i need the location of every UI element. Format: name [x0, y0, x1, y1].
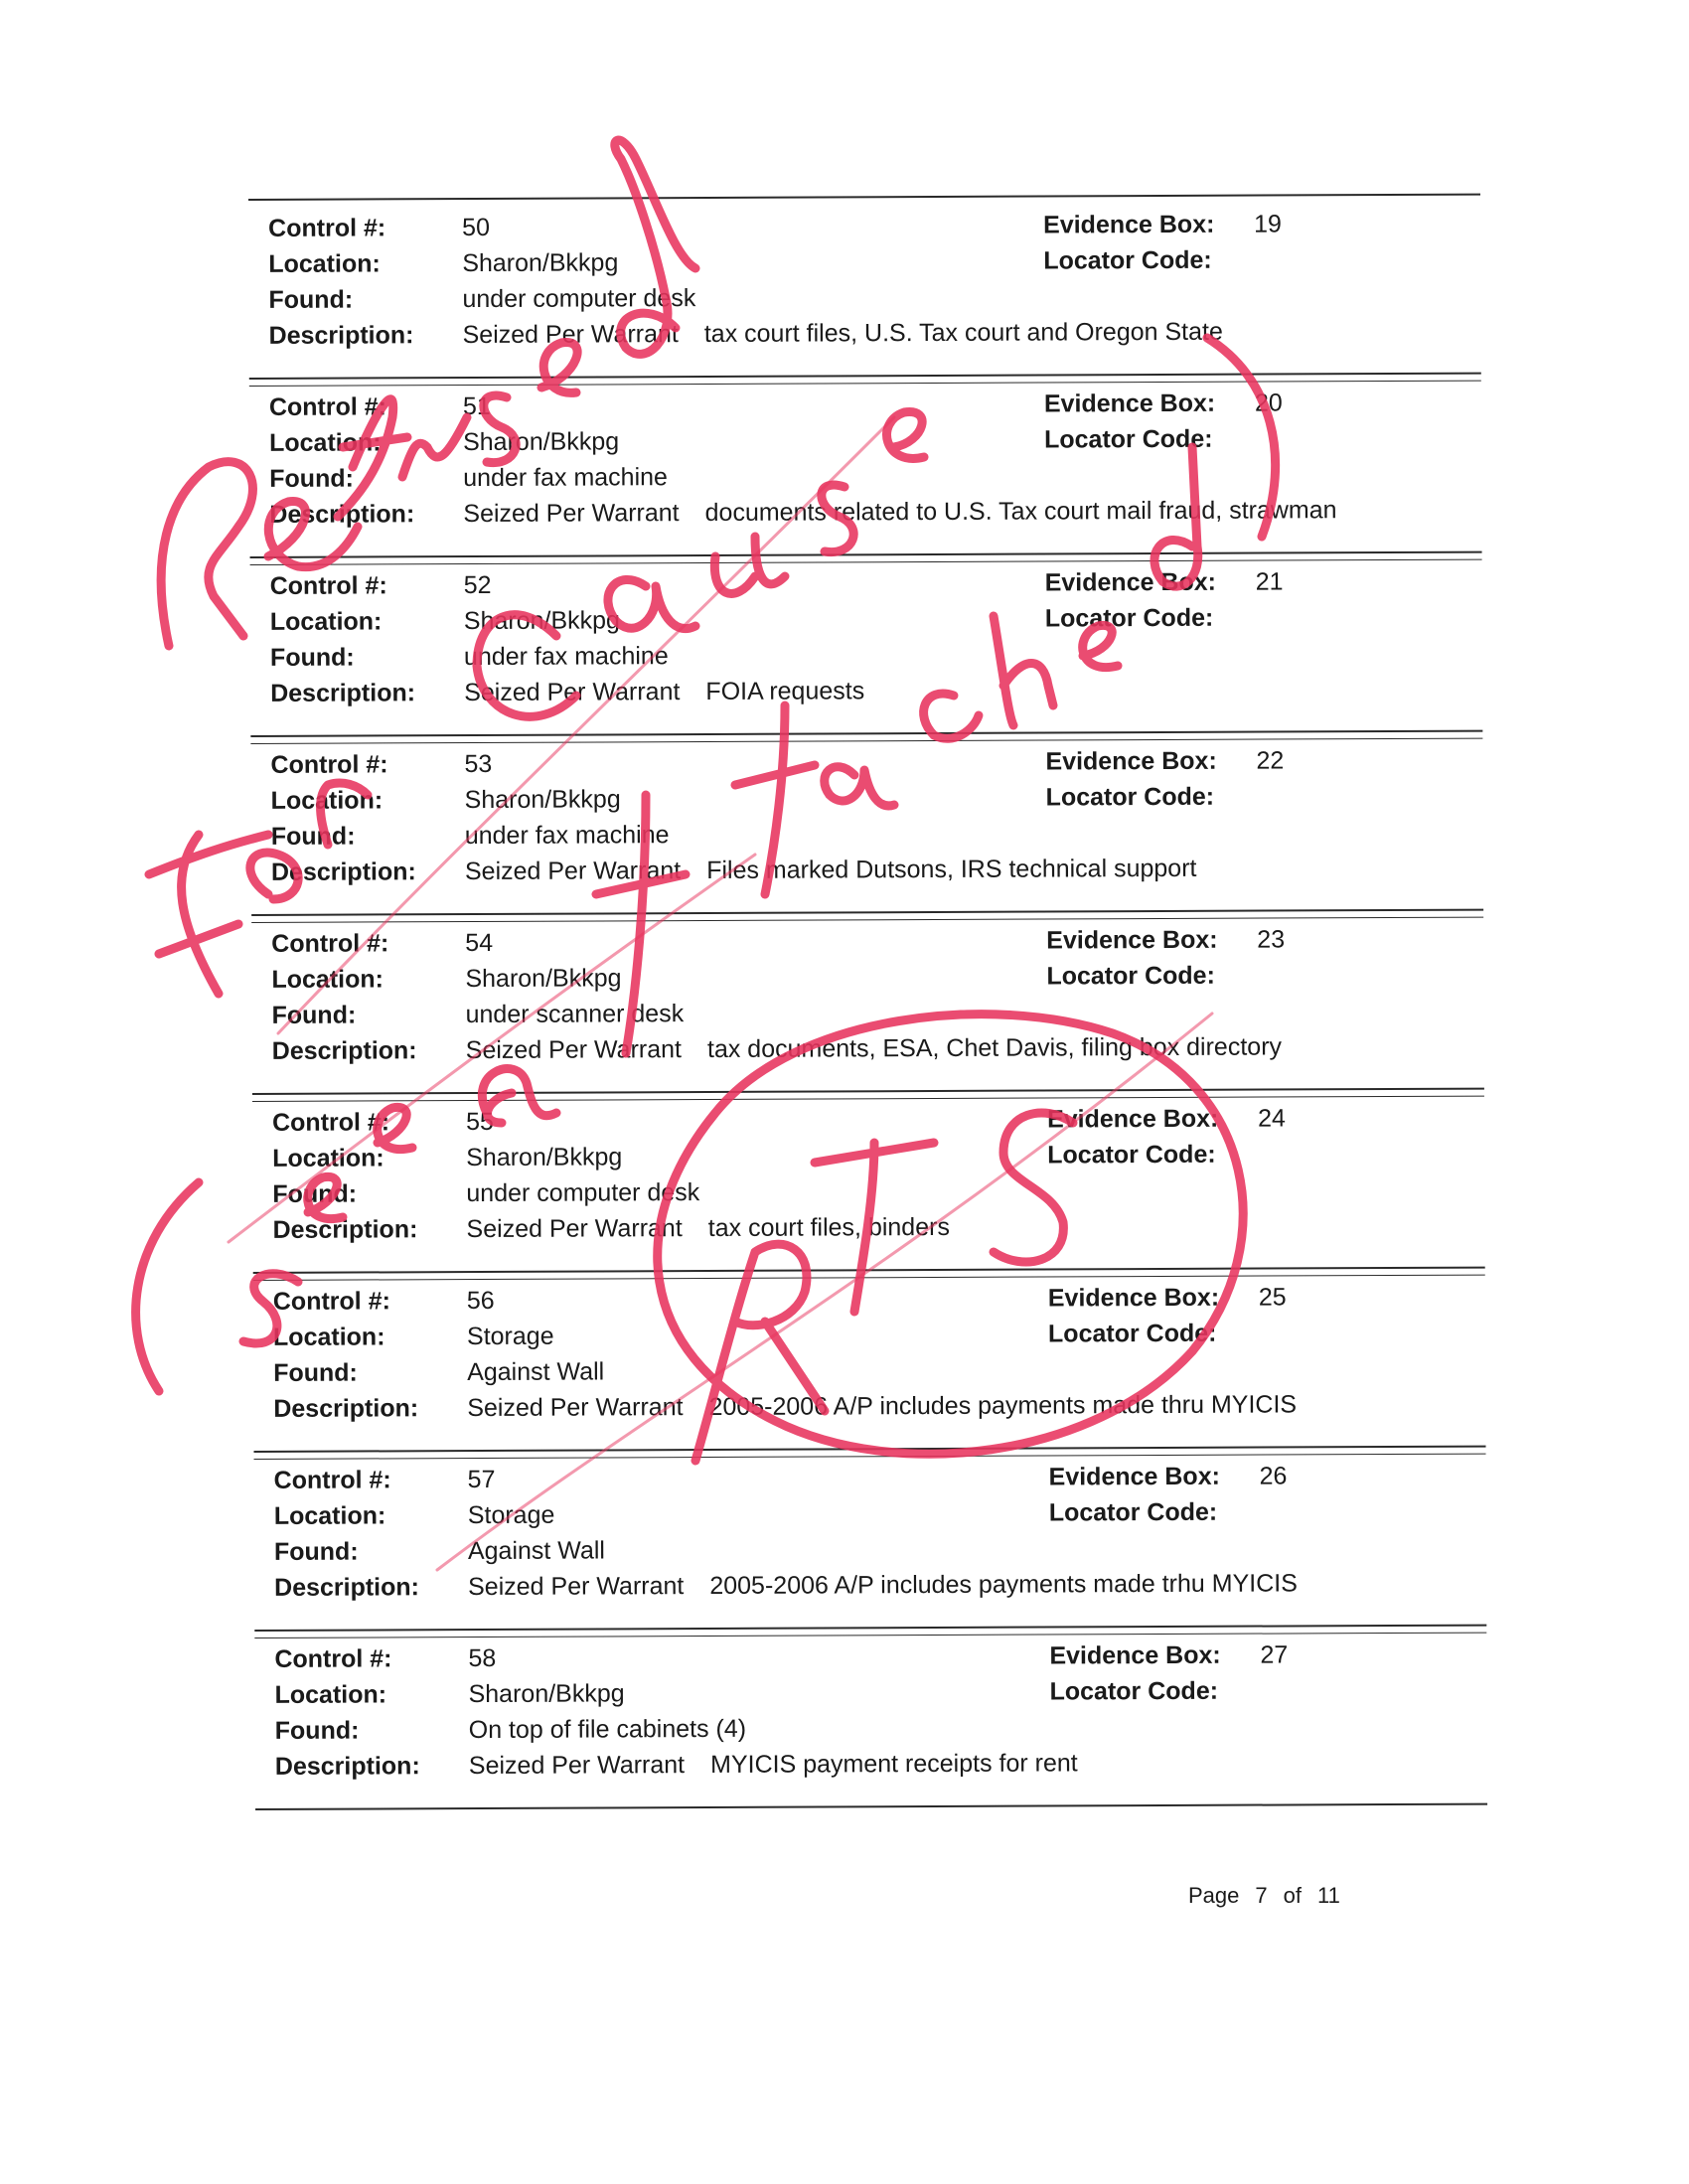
description-value [467, 1386, 1297, 1426]
description-seized: Seized Per Warrant [462, 320, 679, 350]
locator-code-label: Locator Code: [1043, 245, 1212, 275]
found-value: under fax machine [464, 821, 670, 851]
control-label: Control #: [271, 929, 389, 958]
description-detail: MYICIS payment receipts for rent [710, 1749, 1078, 1779]
evidence-box-label: Evidence Box: [1048, 1462, 1220, 1491]
evidence-box-label: Evidence Box: [1047, 1283, 1220, 1313]
found-value: Against Wall [467, 1536, 606, 1566]
evidence-record [249, 373, 1482, 556]
description-value [469, 1745, 1078, 1784]
description-seized: Seized Per Warrant [467, 1393, 684, 1423]
locator-code-label: Locator Code: [1044, 424, 1213, 454]
control-value: 56 [466, 1286, 495, 1316]
location-value: Sharon/Bkkpg [468, 1679, 625, 1709]
evidence-box-value: 23 [1257, 925, 1286, 954]
found-value: under scanner desk [465, 1000, 685, 1029]
refused-stroke [161, 462, 252, 646]
location-label: Location: [268, 249, 381, 278]
location-value: Sharon/Bkkpg [463, 427, 620, 457]
control-label: Control #: [271, 1108, 390, 1137]
found-label: Found: [268, 285, 354, 314]
description-detail: 2005-2006 A/P includes payments made thru MYICIS [708, 1390, 1298, 1421]
found-value: under computer desk [462, 284, 696, 314]
found-label: Found: [272, 1179, 358, 1208]
evidence-record [250, 730, 1483, 914]
evidence-box-value: 24 [1257, 1104, 1286, 1133]
page-footer [1188, 1883, 1356, 1909]
location-value: Storage [466, 1322, 554, 1351]
page-number: 7 [1255, 1883, 1268, 1908]
control-value: 51 [462, 391, 491, 421]
evidence-records [248, 194, 1487, 1808]
location-value: Sharon/Bkkpg [465, 964, 622, 994]
location-label: Location: [273, 1501, 386, 1530]
description-seized: Seized Per Warrant [464, 678, 681, 707]
location-label: Location: [271, 965, 384, 994]
found-label: Found: [274, 1716, 360, 1745]
locator-code-label: Locator Code: [1045, 782, 1215, 812]
found-value: under fax machine [463, 642, 669, 672]
evidence-box-label: Evidence Box: [1043, 210, 1215, 239]
description-seized: Seized Per Warrant [464, 857, 682, 886]
of-label: of [1283, 1883, 1302, 1908]
control-label: Control #: [274, 1644, 392, 1673]
found-label: Found: [269, 643, 355, 672]
locator-code-label: Locator Code: [1046, 961, 1215, 991]
description-label: Description: [271, 1036, 417, 1065]
location-value: Sharon/Bkkpg [463, 606, 620, 636]
description-seized: Seized Per Warrant [468, 1751, 686, 1781]
control-value: 57 [467, 1465, 496, 1494]
control-value: 50 [462, 213, 491, 242]
found-value: Against Wall [467, 1357, 605, 1387]
description-detail: 2005-2006 A/P includes payments made trhu MYICIS [709, 1569, 1298, 1600]
description-label: Description: [270, 858, 416, 886]
control-value: 55 [465, 1107, 494, 1137]
description-value [465, 851, 1197, 889]
description-label: Description: [269, 500, 415, 529]
locator-code-label: Locator Code: [1048, 1497, 1218, 1527]
description-label: Description: [273, 1394, 419, 1423]
total-pages: 11 [1317, 1883, 1340, 1908]
description-label: Description: [272, 1215, 418, 1244]
evidence-record [253, 1446, 1486, 1630]
locator-code-label: Locator Code: [1047, 1319, 1217, 1348]
evidence-record [248, 194, 1481, 378]
evidence-record [252, 1088, 1485, 1272]
description-detail: documents related to U.S. Tax court mail fraud, strawman [704, 496, 1337, 527]
see-attached-stroke [136, 1182, 199, 1391]
location-label: Location: [272, 1323, 385, 1351]
evidence-record [250, 551, 1483, 735]
description-detail: tax court files, U.S. Tax court and Oregon State [703, 317, 1223, 348]
evidence-box-value: 19 [1254, 210, 1282, 238]
evidence-box-label: Evidence Box: [1049, 1640, 1221, 1670]
location-label: Location: [274, 1680, 387, 1709]
location-label: Location: [270, 786, 384, 815]
evidence-record [251, 909, 1484, 1093]
description-label: Description: [274, 1573, 420, 1602]
description-value [466, 1209, 950, 1247]
found-label: Found: [273, 1537, 359, 1566]
description-detail: tax court files, binders [707, 1212, 950, 1242]
page-label: Page [1188, 1883, 1240, 1908]
description-value [468, 1565, 1298, 1605]
description-value [463, 492, 1336, 532]
found-label: Found: [269, 464, 354, 493]
locator-code-label: Locator Code: [1049, 1676, 1219, 1706]
control-label: Control #: [272, 1287, 390, 1316]
evidence-box-value: 20 [1254, 389, 1283, 417]
control-value: 54 [465, 928, 494, 958]
description-seized: Seized Per Warrant [463, 499, 680, 529]
evidence-box-value: 26 [1259, 1462, 1288, 1490]
evidence-box-label: Evidence Box: [1046, 1104, 1219, 1134]
evidence-box-value: 27 [1260, 1640, 1289, 1669]
control-value: 53 [464, 749, 493, 779]
evidence-record [254, 1625, 1487, 1808]
description-label: Description: [268, 321, 414, 350]
control-label: Control #: [268, 214, 386, 242]
description-label: Description: [274, 1752, 420, 1781]
description-seized: Seized Per Warrant [465, 1035, 683, 1065]
control-label: Control #: [270, 750, 388, 779]
description-value [466, 1028, 1282, 1068]
control-label: Control #: [273, 1466, 391, 1494]
location-label: Location: [269, 428, 382, 457]
control-value: 58 [468, 1643, 497, 1673]
description-seized: Seized Per Warrant [466, 1214, 683, 1244]
evidence-box-label: Evidence Box: [1044, 567, 1217, 597]
locator-code-label: Locator Code: [1044, 603, 1214, 633]
location-value: Sharon/Bkkpg [462, 248, 619, 278]
evidence-box-label: Evidence Box: [1045, 746, 1217, 776]
description-detail: tax documents, ESA, Chet Davis, filing box directory [706, 1032, 1283, 1063]
description-seized: Seized Per Warrant [468, 1572, 685, 1602]
found-label: Found: [270, 822, 356, 851]
location-label: Location: [272, 1144, 384, 1172]
found-label: Found: [271, 1001, 357, 1029]
evidence-box-value: 25 [1258, 1283, 1287, 1312]
found-label: Found: [273, 1358, 358, 1387]
location-value: Storage [467, 1500, 555, 1530]
description-label: Description: [270, 679, 416, 707]
evidence-record [253, 1267, 1486, 1451]
found-value: under computer desk [466, 1178, 700, 1208]
evidence-box-label: Evidence Box: [1046, 925, 1218, 955]
location-value: Sharon/Bkkpg [464, 785, 621, 815]
found-value: On top of file cabinets (4) [468, 1714, 747, 1745]
locator-code-label: Locator Code: [1047, 1140, 1216, 1170]
description-detail: Files marked Dutsons, IRS technical support [706, 854, 1197, 884]
evidence-box-value: 21 [1255, 567, 1284, 596]
control-label: Control #: [268, 392, 387, 421]
description-detail: FOIA requests [705, 677, 865, 705]
location-value: Sharon/Bkkpg [466, 1143, 623, 1172]
evidence-box-value: 22 [1256, 746, 1285, 775]
control-value: 52 [463, 570, 492, 600]
evidence-box-label: Evidence Box: [1043, 389, 1216, 418]
description-value [463, 314, 1223, 353]
location-label: Location: [269, 607, 383, 636]
description-value [464, 673, 864, 710]
found-value: under fax machine [463, 463, 668, 493]
control-label: Control #: [269, 571, 387, 600]
